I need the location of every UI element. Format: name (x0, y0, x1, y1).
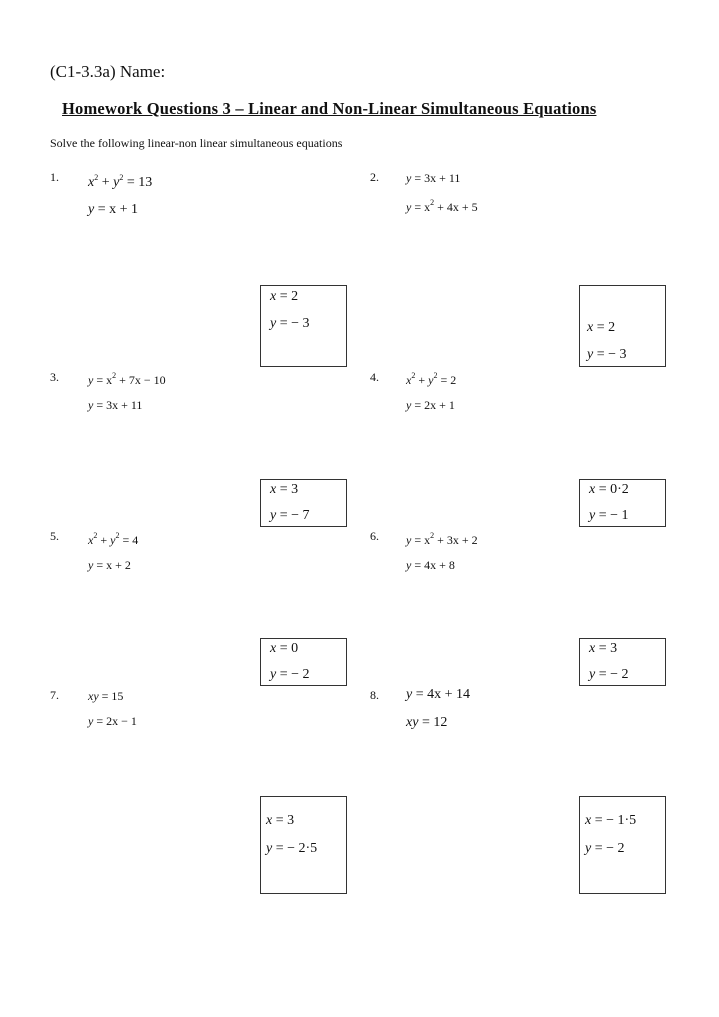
answer-y: y = − 1 (589, 508, 629, 523)
equation-1: $x^2 + y^2 = 2$ (406, 371, 457, 387)
answer-x: x = 0 (270, 641, 299, 656)
equation-1: $x^2 + y^2 = 4$ (88, 531, 139, 547)
question-number: 2. (370, 170, 379, 184)
worksheet-code-and-name: (C1-3.3a) Name: (50, 62, 166, 81)
equation-2: y = 2x − 1 (88, 714, 137, 728)
answer-y: y = − 3 (270, 316, 310, 331)
equation-2: y = x + 2 (88, 558, 131, 572)
answer-x: x = 0·2 (589, 482, 629, 497)
question-number: 8. (370, 688, 379, 702)
answer-y: y = − 2 (270, 667, 310, 682)
equation-1: y = 3x + 11 (406, 171, 461, 185)
equation-1: $y = x^2 + 3x + 2$ (406, 531, 478, 547)
answer-x: x = 3 (266, 813, 295, 828)
answer-box (579, 479, 666, 527)
answer-y: y = − 3 (587, 347, 627, 362)
answer-box (579, 796, 666, 894)
answer-x: x = 2 (270, 289, 299, 304)
equation-1: xy = 15 (88, 689, 124, 703)
equation-2: y = 2x + 1 (406, 398, 455, 412)
answer-x: x = 3 (270, 482, 299, 497)
equation-2: y = 3x + 11 (88, 398, 143, 412)
question-number: 1. (50, 170, 59, 184)
equation-2: y = x + 1 (88, 202, 139, 217)
answer-y: y = − 2·5 (266, 841, 318, 856)
question-number: 3. (50, 370, 59, 384)
answer-y: y = − 7 (270, 508, 310, 523)
answer-x: x = 2 (587, 320, 616, 335)
answer-box (260, 479, 347, 527)
equation-1: $y = x^2 + 7x - 10$ (88, 371, 166, 387)
question-number: 7. (50, 688, 59, 702)
question-number: 5. (50, 529, 59, 543)
answer-box (579, 285, 666, 367)
equation-2: $y = x^2 + 4x + 5$ (406, 198, 478, 214)
question-number: 4. (370, 370, 379, 384)
answer-box (260, 285, 347, 367)
answer-x: x = 3 (589, 641, 618, 656)
equation-1: y = 4x + 14 (406, 687, 471, 702)
answer-y: y = − 2 (585, 841, 625, 856)
question-number: 6. (370, 529, 379, 543)
page-title: Homework Questions 3 – Linear and Non-Linear Simultaneous Equations (62, 99, 597, 118)
instructions: Solve the following linear-non linear simultaneous equations (50, 136, 343, 150)
answer-box (260, 638, 347, 686)
equation-1: $x^2 + y^2 = 13$ (88, 173, 153, 190)
answer-box (579, 638, 666, 686)
equation-2: y = 4x + 8 (406, 558, 455, 572)
equation-2: xy = 12 (406, 715, 448, 730)
answer-box (260, 796, 347, 894)
answer-y: y = − 2 (589, 667, 629, 682)
answer-x: x = − 1·5 (585, 813, 637, 828)
